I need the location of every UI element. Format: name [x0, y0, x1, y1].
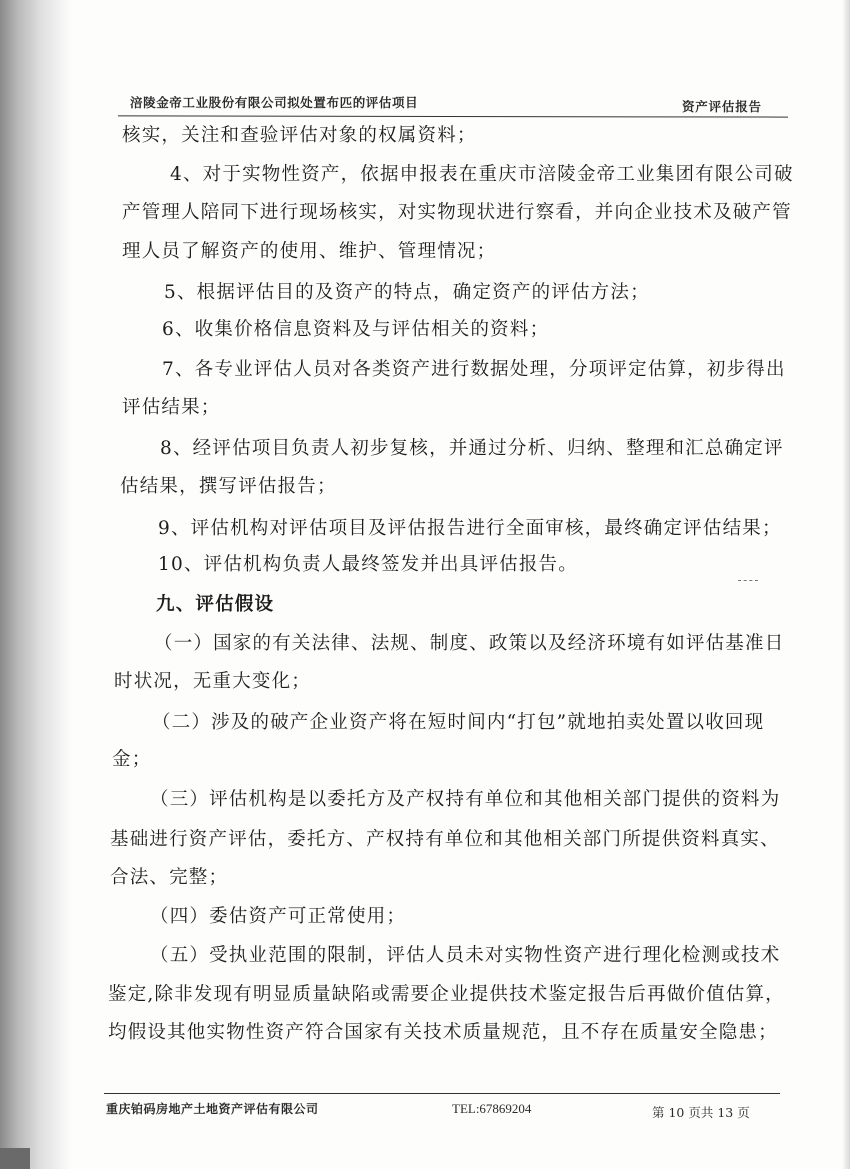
footer-page-number: 第 10 页共 13 页 [652, 1105, 750, 1120]
header-project-title: 涪陵金帝工业股份有限公司拟处置布匹的评估项目 [130, 95, 419, 110]
body-line: 核实，关注和查验评估对象的权属资料； [122, 125, 477, 146]
section-heading-assumptions: 九、评估假设 [156, 594, 275, 615]
body-line: （五）受执业范围的限制，评估人员未对实物性资产进行理化检测或技术 [150, 945, 781, 966]
body-line: 4、对于实物性资产，依据申报表在重庆市涪陵金帝工业集团有限公司破 [170, 164, 794, 185]
body-line: 均假设其他实物性资产符合国家有关技术质量规范，且不存在质量安全隐患； [108, 1022, 778, 1043]
body-line: 9、评估机构对评估项目及评估报告进行全面审核，最终确定评估结果； [158, 518, 782, 539]
body-line: （一）国家的有关法律、法规、制度、政策以及经济环境有如评估基准日 [154, 633, 785, 654]
body-line: 评估结果； [122, 397, 221, 418]
body-line: （三）评估机构是以委托方及产权持有单位和其他相关部门提供的资料为 [150, 789, 781, 810]
footer-divider [104, 1093, 780, 1094]
body-line: 合法、完整； [110, 867, 229, 888]
scan-mark [738, 580, 758, 581]
body-line: 产管理人陪同下进行现场核实，对实物现状进行察看，并向企业技术及破产管 [122, 202, 792, 223]
header-report-title: 资产评估报告 [682, 99, 762, 114]
body-line: 8、经评估项目负责人初步复核，并通过分析、归纳、整理和汇总确定评 [160, 438, 784, 459]
body-line: 6、收集价格信息资料及与评估相关的资料； [162, 319, 550, 340]
scan-right-edge [842, 0, 850, 1169]
body-line: 金； [112, 749, 152, 770]
body-line: 基础进行资产评估，委托方、产权持有单位和其他相关部门所提供资料真实、 [110, 829, 780, 850]
body-line: 5、根据评估目的及资产的特点，确定资产的评估方法； [164, 282, 650, 303]
body-line: （四）委估资产可正常使用； [150, 906, 407, 927]
footer-company: 重庆铂码房地产土地资产评估有限公司 [106, 1102, 319, 1116]
body-line: （二）涉及的破产企业资产将在短时间内“打包”就地拍卖处置以收回现 [152, 712, 765, 733]
body-line: 鉴定,除非发现有明显质量缺陷或需要企业提供技术鉴定报告后再做价值估算， [108, 984, 785, 1005]
body-line: 理人员了解资产的使用、维护、管理情况； [122, 241, 497, 262]
header-divider [118, 115, 788, 117]
body-line: 时状况，无重大变化； [114, 671, 312, 692]
scan-left-shadow [0, 0, 72, 1169]
scan-corner-mark [0, 1148, 30, 1169]
footer-tel: TEL:67869204 [452, 1101, 532, 1116]
body-line: 10、评估机构负责人最终签发并出具评估报告。 [158, 554, 578, 575]
body-line: 7、各专业评估人员对各类资产进行数据处理，分项评定估算，初步得出 [162, 359, 786, 380]
body-line: 估结果，撰写评估报告； [120, 476, 337, 497]
